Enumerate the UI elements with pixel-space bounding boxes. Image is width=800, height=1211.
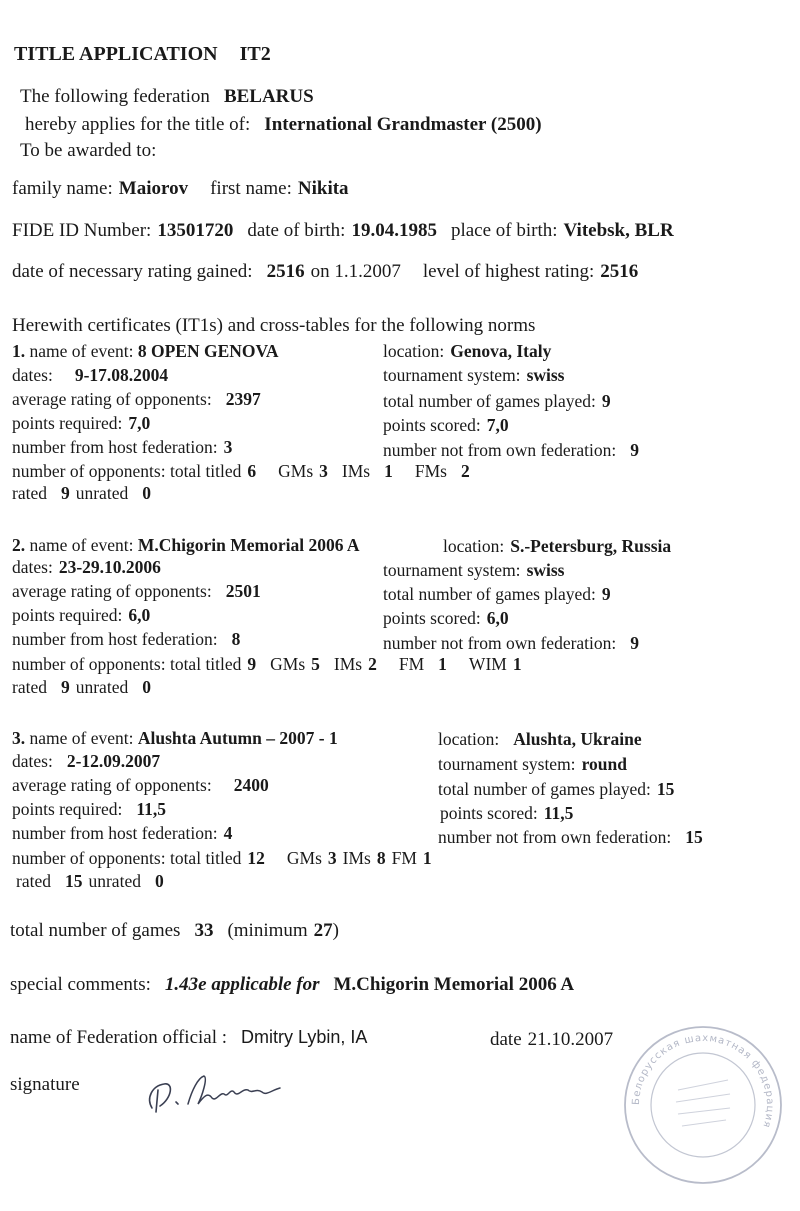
unrated-value: 0 xyxy=(142,483,151,503)
federation-line xyxy=(20,86,314,108)
date-label: date xyxy=(490,1029,522,1050)
rating-date: on 1.1.2007 xyxy=(310,261,401,282)
title-im-count: 8 xyxy=(376,848,386,868)
pob-label: place of birth: xyxy=(450,220,558,241)
title-gm-count: 5 xyxy=(311,654,320,674)
norm-not-own xyxy=(438,827,703,847)
official-label: name of Federation official : xyxy=(10,1027,228,1048)
applies-label: hereby applies for the title of: xyxy=(25,114,251,135)
comments-event: M.Chigorin Memorial 2006 A xyxy=(333,974,575,995)
title-im-count: 1 xyxy=(384,461,393,481)
norm-not-own xyxy=(383,440,639,460)
title-gm-label: GMs xyxy=(286,848,322,868)
official-date xyxy=(490,1029,613,1051)
norm-location xyxy=(438,729,642,749)
norm-scored xyxy=(383,415,509,435)
minimum-close: ) xyxy=(332,920,339,941)
norm-avg xyxy=(12,581,261,601)
avg-label: average rating of opponents: xyxy=(12,389,212,409)
norm-scored xyxy=(383,608,509,628)
req-value: 6,0 xyxy=(128,605,151,625)
fide-id: 13501720 xyxy=(157,220,234,241)
req-value: 11,5 xyxy=(136,799,166,819)
titled-label: number of opponents: total titled xyxy=(12,654,242,674)
event-label: name of event: xyxy=(29,728,134,748)
comments-rule: 1.43e applicable for xyxy=(164,974,320,995)
norm-host xyxy=(12,823,232,843)
norm-number: 3. xyxy=(12,728,26,748)
comments-label: special comments: xyxy=(10,974,151,995)
title-fm-count: 2 xyxy=(460,461,470,481)
dob-value: 19.04.1985 xyxy=(351,220,437,241)
system-label: tournament system: xyxy=(438,754,576,774)
title-applied: International Grandmaster (2500) xyxy=(264,114,542,135)
title-wim-count: 1 xyxy=(512,654,522,674)
minimum-open: (minimum xyxy=(227,920,308,941)
titled-label: number of opponents: total titled xyxy=(12,848,242,868)
avg-label: average rating of opponents: xyxy=(12,775,212,795)
title-fm-label: FMs xyxy=(414,461,447,481)
games-label: total number of games played: xyxy=(383,391,596,411)
total-games-label: total number of games xyxy=(10,920,181,941)
not-own-label: number not from own federation: xyxy=(438,827,672,847)
not-own-value: 9 xyxy=(630,440,640,460)
location-value: S.-Petersburg, Russia xyxy=(510,536,672,556)
title-im-label: IMs xyxy=(342,848,371,868)
req-label: points required: xyxy=(12,413,123,433)
official-name: Dmitry Lybin, IA xyxy=(241,1027,368,1047)
norm-not-own xyxy=(383,633,639,653)
norm-games xyxy=(383,584,611,604)
titled-value: 6 xyxy=(247,461,257,481)
host-label: number from host federation: xyxy=(12,823,218,843)
comments-line xyxy=(10,974,574,996)
req-label: points required: xyxy=(12,799,123,819)
title-im-count: 2 xyxy=(368,654,377,674)
dates-label: dates: xyxy=(12,557,53,577)
unrated-value: 0 xyxy=(142,677,151,697)
avg-value: 2400 xyxy=(233,775,269,795)
unrated-label: unrated xyxy=(75,677,129,697)
rating-line xyxy=(12,261,638,283)
highest-value: 2516 xyxy=(600,261,639,282)
pob-value: Vitebsk, BLR xyxy=(563,220,674,241)
games-label: total number of games played: xyxy=(438,779,651,799)
title-fm-label: FM xyxy=(391,848,417,868)
rated-label: rated xyxy=(12,677,47,697)
name-line xyxy=(12,178,349,200)
games-value: 9 xyxy=(601,584,611,604)
federation-stamp xyxy=(618,1020,788,1190)
unrated-label: unrated xyxy=(75,483,129,503)
avg-value: 2501 xyxy=(225,581,261,601)
norm-dates xyxy=(12,751,160,771)
form-code: IT2 xyxy=(239,43,271,65)
title-line xyxy=(25,114,542,136)
host-value: 4 xyxy=(223,823,233,843)
norm-req xyxy=(12,413,150,433)
scored-value: 6,0 xyxy=(486,608,509,628)
event-name: 8 OPEN GENOVA xyxy=(137,341,279,361)
event-label: name of event: xyxy=(29,535,134,555)
title-wim-label: WIM xyxy=(468,654,507,674)
minimum-value: 27 xyxy=(313,920,333,941)
dates-value: 23-29.10.2006 xyxy=(58,557,161,577)
norm-system xyxy=(383,560,565,580)
host-value: 8 xyxy=(231,629,241,649)
norm-avg xyxy=(12,775,269,795)
page-title xyxy=(14,43,271,65)
event-label: name of event: xyxy=(29,341,134,361)
signature-label: signature xyxy=(10,1074,80,1095)
system-label: tournament system: xyxy=(383,560,521,580)
title-gm-count: 3 xyxy=(319,461,328,481)
family-label: family name: xyxy=(12,178,113,199)
not-own-label: number not from own federation: xyxy=(383,440,617,460)
title-gm-count: 3 xyxy=(327,848,337,868)
title-fm-label: FM xyxy=(398,654,425,674)
not-own-label: number not from own federation: xyxy=(383,633,617,653)
location-label: location: xyxy=(443,536,505,556)
title-im-label: IMs xyxy=(341,461,371,481)
system-value: swiss xyxy=(526,560,565,580)
norm-req xyxy=(12,605,150,625)
games-value: 9 xyxy=(601,391,611,411)
norm-req xyxy=(12,799,166,819)
scored-value: 7,0 xyxy=(486,415,509,435)
rated-label: rated xyxy=(16,871,51,891)
family-name: Maiorov xyxy=(118,178,189,199)
norm-titled xyxy=(12,461,470,481)
event-name: Alushta Autumn – 2007 - 1 xyxy=(137,728,338,748)
req-label: points required: xyxy=(12,605,123,625)
stamp-lettering: Белорусская шахматная федерация xyxy=(630,1032,776,1130)
dates-value: 9-17.08.2004 xyxy=(74,365,169,385)
norm-games xyxy=(438,779,674,799)
scored-label: points scored: xyxy=(440,803,538,823)
avg-value: 2397 xyxy=(225,389,261,409)
official-line xyxy=(10,1026,367,1049)
system-value: round xyxy=(581,754,627,774)
title-im-label: IMs xyxy=(333,654,363,674)
title-fm-count: 1 xyxy=(422,848,432,868)
title-gm-label: GMs xyxy=(270,654,306,674)
norm-number: 1. xyxy=(12,341,26,361)
federation-value: BELARUS xyxy=(223,86,314,107)
norm-event xyxy=(12,341,279,361)
location-label: location: xyxy=(438,729,500,749)
scored-label: points scored: xyxy=(383,415,481,435)
rated-value: 9 xyxy=(60,483,70,503)
req-value: 7,0 xyxy=(128,413,151,433)
dob-label: date of birth: xyxy=(247,220,346,241)
norm-host xyxy=(12,437,232,457)
norm-rated xyxy=(12,483,151,503)
first-name: Nikita xyxy=(297,178,349,199)
norm-rated xyxy=(12,677,151,697)
total-games-value: 33 xyxy=(194,920,214,941)
system-value: swiss xyxy=(526,365,565,385)
awarded-line: To be awarded to: xyxy=(20,140,157,161)
title-gm-label: GMs xyxy=(278,461,314,481)
norm-dates xyxy=(12,557,161,577)
title-fm-count: 1 xyxy=(438,654,447,674)
rating-value: 2516 xyxy=(266,261,305,282)
titled-label: number of opponents: total titled xyxy=(12,461,242,481)
norm-rated xyxy=(16,871,164,891)
unrated-label: unrated xyxy=(88,871,141,891)
host-label: number from host federation: xyxy=(12,629,218,649)
total-games-line xyxy=(10,920,339,942)
norm-games xyxy=(383,391,611,411)
date-value: 21.10.2007 xyxy=(527,1029,614,1050)
not-own-value: 15 xyxy=(685,827,703,847)
not-own-value: 9 xyxy=(630,633,640,653)
norm-location xyxy=(383,341,551,361)
host-label: number from host federation: xyxy=(12,437,218,457)
rating-label: date of necessary rating gained: xyxy=(12,261,253,282)
signature-scribble xyxy=(138,1068,288,1116)
first-label: first name: xyxy=(210,178,292,199)
location-value: Genova, Italy xyxy=(450,341,552,361)
scored-label: points scored: xyxy=(383,608,481,628)
location-value: Alushta, Ukraine xyxy=(513,729,642,749)
unrated-value: 0 xyxy=(154,871,164,891)
rated-value: 15 xyxy=(64,871,83,891)
norm-dates xyxy=(12,365,168,385)
avg-label: average rating of opponents: xyxy=(12,581,212,601)
norm-event xyxy=(12,535,360,555)
norm-location xyxy=(443,536,671,556)
event-name: M.Chigorin Memorial 2006 A xyxy=(137,535,360,555)
norm-system xyxy=(438,754,627,774)
norm-number: 2. xyxy=(12,535,26,555)
norm-scored xyxy=(440,803,573,823)
title-text: TITLE APPLICATION xyxy=(14,43,218,65)
dates-label: dates: xyxy=(12,365,53,385)
titled-value: 9 xyxy=(247,654,257,674)
dates-label: dates: xyxy=(12,751,53,771)
norm-event xyxy=(12,728,338,748)
fide-label: FIDE ID Number: xyxy=(12,220,152,241)
federation-label: The following federation xyxy=(20,86,210,107)
norm-avg xyxy=(12,389,261,409)
titled-value: 12 xyxy=(247,848,265,868)
norm-titled xyxy=(12,654,522,674)
highest-label: level of highest rating: xyxy=(422,261,595,282)
games-value: 15 xyxy=(656,779,675,799)
scored-value: 11,5 xyxy=(543,803,574,823)
dates-value: 2-12.09.2007 xyxy=(66,751,161,771)
rated-label: rated xyxy=(12,483,47,503)
fide-line xyxy=(12,220,674,242)
norm-system xyxy=(383,365,565,385)
host-value: 3 xyxy=(223,437,233,457)
rated-value: 9 xyxy=(60,677,70,697)
norm-host xyxy=(12,629,240,649)
location-label: location: xyxy=(383,341,445,361)
games-label: total number of games played: xyxy=(383,584,596,604)
norm-titled xyxy=(12,848,432,868)
system-label: tournament system: xyxy=(383,365,521,385)
norms-intro: Herewith certificates (IT1s) and cross-tables for the following norms xyxy=(12,315,536,336)
